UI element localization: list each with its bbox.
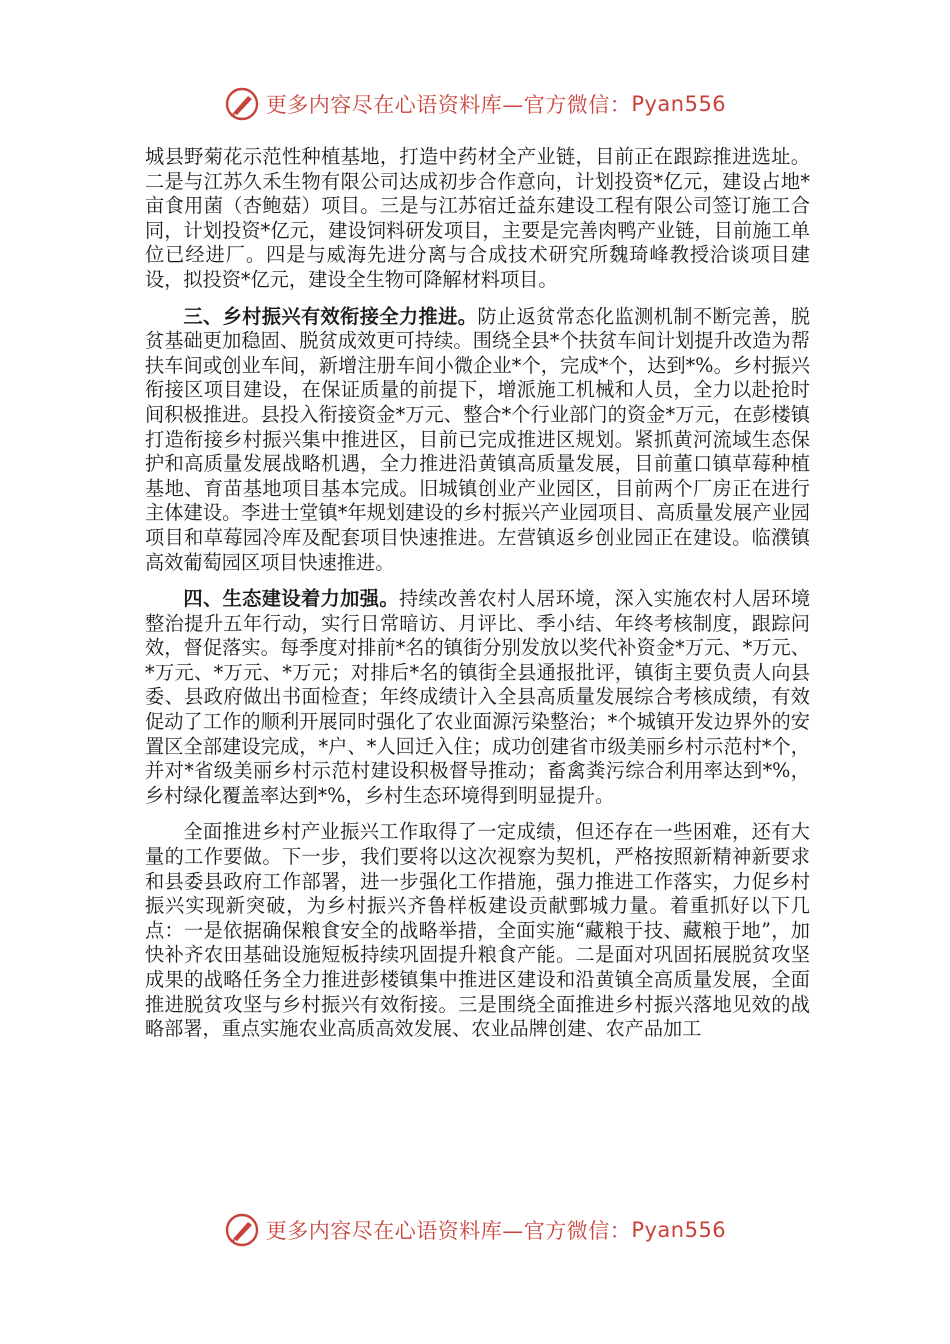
paragraph-3 <box>145 587 810 808</box>
section-heading-ecology: 四、生态建设着力加强。 <box>183 587 399 611</box>
watermark-header <box>0 82 950 126</box>
watermark-footer <box>0 1208 950 1252</box>
watermark-text: 更多内容尽在心语资料库—官方微信： <box>265 1219 632 1243</box>
watermark-handle: Pyan556 <box>631 92 727 116</box>
paragraph-1-text: 城县野菊花示范性种植基地，打造中药材全产业链，目前正在跟踪推进选址。二是与江苏久禾生物有限公司达成初步合作意向，计划投资*亿元，建设占地*亩食用菌（杏鲍菇）项目。三是与江苏宿迁益东建设工程有限公司签订施工合同，计划投资*亿元，建设饲料研发项目，主要是完善肉鸭产业链，目前施工单位已经进厂。四是与威海先进分离与合成技术研究所魏琦峰教授洽谈项目建设，拟投资*亿元，建设全生物可降解材料项目。 <box>145 145 810 291</box>
paragraph-4 <box>145 820 810 1041</box>
paragraph-2-text: 防止返贫常态化监测机制不断完善，脱贫基础更加稳固、脱贫成效更可持续。围绕全县*个扶贫车间计划提升改造为帮扶车间或创业车间，新增注册车间小微企业*个，完成*个，达到*%。乡村振兴衔接区项目建设，在保证质量的前提下，增派施工机械和人员，全力以赴抢时间积极推进。县投入衔接资金*万元、整合*个行业部门的资金*万元，在彭楼镇打造衔接乡村振兴集中推进区，目前已完成推进区规划。紧抓黄河流域生态保护和高质量发展战略机遇，全力推进沿黄镇高质量发展，目前董口镇草莓种植基地、育苗基地项目基本完成。旧城镇创业产业园区，目前两个厂房正在进行主体建设。李进士堂镇*年规划建设的乡村振兴产业园项目、高质量发展产业园项目和草莓园冷库及配套项目快速推进。左营镇返乡创业园正在建设。临濮镇高效葡萄园区项目快速推进。 <box>145 304 811 574</box>
paragraph-1 <box>145 145 810 293</box>
watermark-handle: Pyan556 <box>631 1218 727 1242</box>
paragraph-2 <box>145 305 810 576</box>
paragraph-4-text: 全面推进乡村产业振兴工作取得了一定成绩，但还存在一些困难，还有大量的工作要做。下一步，我们要将以这次视察为契机，严格按照新精神新要求和县委县政府工作部署，进一步强化工作措施，强力推进工作落实，力促乡村振兴实现新突破，为乡村振兴齐鲁样板建设贡献鄄城力量。着重抓好以下几点：一是依据确保粮食安全的战略举措，全面实施“藏粮于技、藏粮于地”，加快补齐农田基础设施短板持续巩固提升粮食产能。二是面对巩固拓展脱贫攻坚成果的战略任务全力推进彭楼镇集中推进区建设和沿黄镇全高质量发展，全面推进脱贫攻坚与乡村振兴有效衔接。三是围绕全面推进乡村振兴落地见效的战略部署，重点实施农业高质高效发展、农业品牌创建、农产品加工 <box>145 820 810 1041</box>
paragraph-3-text: 持续改善农村人居环境，深入实施农村人居环境整治提升五年行动，实行日常暗访、月评比、季小结、年终考核制度，跟踪问效，督促落实。每季度对排前*名的镇街分别发放以奖代补资金*万元、*万元、*万元、*万元、*万元；对排后*名的镇街全县通报批评，镇街主要负责人向县委、县政府做出书面检查；年终成绩计入全县高质量发展综合考核成绩，有效促动了工作的顺利开展同时强化了农业面源污染整治；*个城镇开发边界外的安置区全部建设完成，*户、*人回迁入住；成功创建省市级美丽乡村示范村*个，并对*省级美丽乡村示范村建设积极督导推动；畜禽粪污综合利用率达到*%，乡村绿化覆盖率达到*%，乡村生态环境得到明显提升。 <box>145 587 811 807</box>
document-body <box>145 145 810 1054</box>
section-heading-rural-revitalization: 三、乡村振兴有效衔接全力推进。 <box>183 304 478 328</box>
watermark-text: 更多内容尽在心语资料库—官方微信： <box>265 93 632 117</box>
pen-logo-icon <box>224 86 260 122</box>
pen-logo-icon <box>224 1212 260 1248</box>
